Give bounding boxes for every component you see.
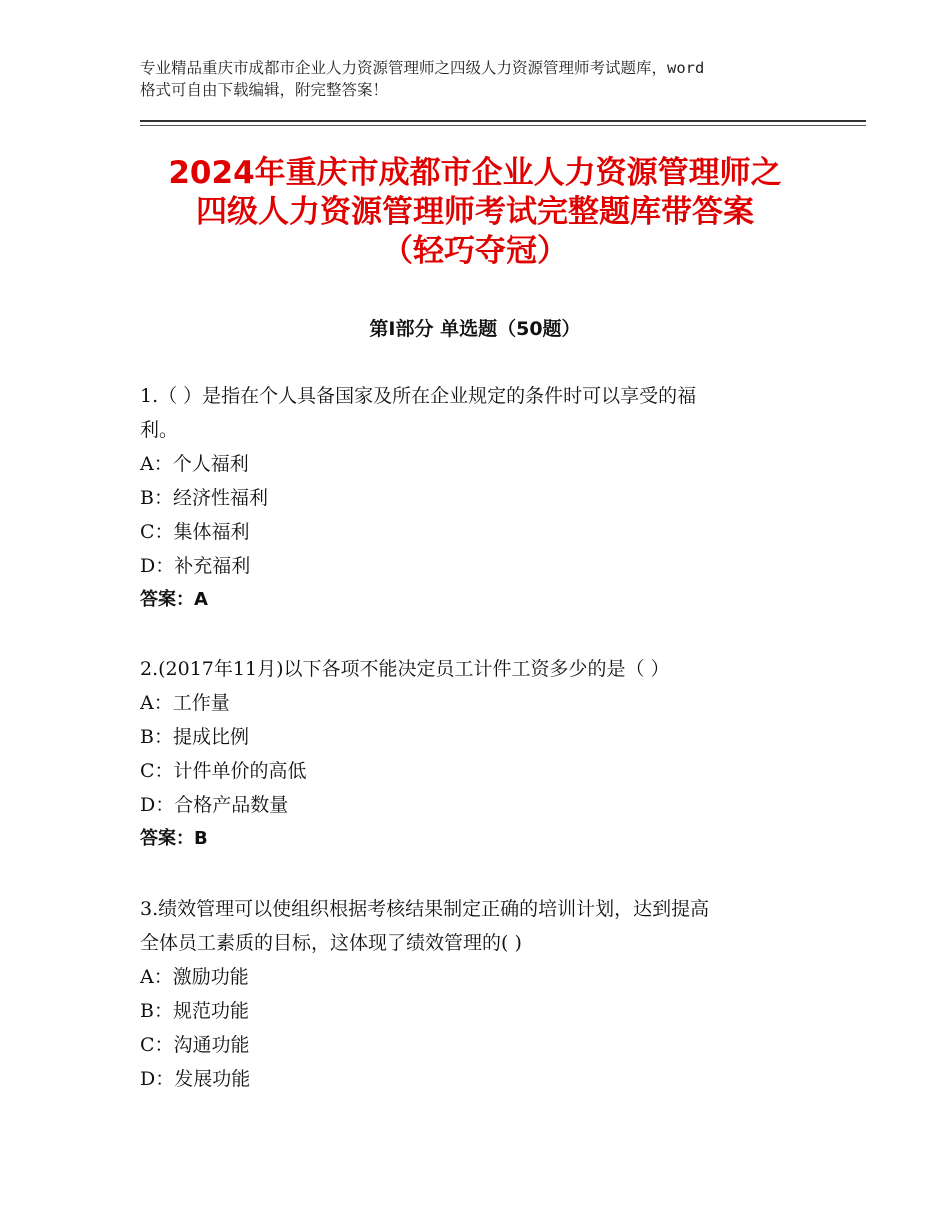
question-text-line: 3.绩效管理可以使组织根据考核结果制定正确的培训计划，达到提高: [140, 898, 710, 920]
document-title-line-2: 四级人力资源管理师考试完整题库带答案: [196, 194, 754, 230]
option-a: A：激励功能: [140, 966, 249, 988]
question-1: [140, 379, 810, 617]
answer-label: 答案：B: [140, 828, 208, 849]
question-text-line: 1.（ ）是指在个人具备国家及所在企业规定的条件时可以享受的福: [140, 385, 697, 407]
question-2: [140, 652, 810, 856]
option-c: C：沟通功能: [140, 1034, 250, 1056]
header-note-line-1: 专业精品重庆市成都市企业人力资源管理师之四级人力资源管理师考试题库，word: [140, 59, 705, 77]
option-c: C：计件单价的高低: [140, 760, 307, 782]
question-text-line: 全体员工素质的目标，这体现了绩效管理的( ): [140, 932, 522, 954]
option-b: B：经济性福利: [140, 487, 268, 509]
option-b: B：提成比例: [140, 726, 249, 748]
header-divider-thick: [140, 120, 866, 122]
question-text-line: 利。: [140, 419, 179, 441]
question-3: [140, 892, 810, 1096]
option-a: A：工作量: [140, 692, 230, 714]
option-b: B：规范功能: [140, 1000, 249, 1022]
header-note: [140, 57, 830, 101]
option-d: D：补充福利: [140, 555, 251, 577]
option-c: C：集体福利: [140, 521, 250, 543]
option-a: A：个人福利: [140, 453, 249, 475]
document-title-line-1: 2024年重庆市成都市企业人力资源管理师之: [168, 155, 782, 191]
option-d: D：合格产品数量: [140, 794, 289, 816]
document-title-line-3: （轻巧夺冠）: [382, 233, 568, 269]
section-heading: 第Ⅰ部分 单选题（50题）: [369, 318, 581, 340]
answer-label: 答案：A: [140, 589, 208, 610]
question-text-line: 2.(2017年11月)以下各项不能决定员工计件工资多少的是（ ）: [140, 658, 670, 680]
option-d: D：发展功能: [140, 1068, 251, 1090]
header-divider-thin: [140, 125, 866, 126]
header-note-line-2: 格式可自由下载编辑，附完整答案！: [140, 81, 389, 99]
document-title: [120, 154, 830, 271]
